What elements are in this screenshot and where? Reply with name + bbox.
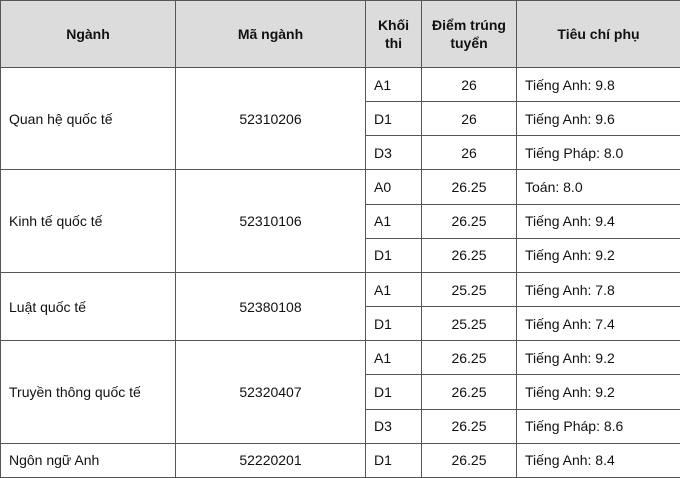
table-row bbox=[1, 341, 680, 375]
admission-score-cell: 26 bbox=[422, 68, 517, 102]
admission-score-cell: 26.25 bbox=[422, 204, 517, 238]
header-criteria: Tiêu chí phụ bbox=[517, 1, 680, 68]
admission-score-cell: 25.25 bbox=[422, 272, 517, 306]
major-code-cell: 52310206 bbox=[176, 68, 366, 170]
admission-score-cell: 26 bbox=[422, 102, 517, 136]
secondary-criteria-cell: Tiếng Anh: 7.8 bbox=[517, 272, 680, 306]
secondary-criteria-cell: Toán: 8.0 bbox=[517, 170, 680, 204]
exam-block-cell: A1 bbox=[366, 272, 422, 306]
major-name-cell: Kinh tế quốc tế bbox=[1, 170, 176, 272]
admission-score-cell: 26.25 bbox=[422, 341, 517, 375]
header-major: Ngành bbox=[1, 1, 176, 68]
admission-score-cell: 26.25 bbox=[422, 238, 517, 272]
admission-score-cell: 25.25 bbox=[422, 307, 517, 341]
major-name-cell: Truyền thông quốc tế bbox=[1, 341, 176, 443]
table-row bbox=[1, 443, 680, 477]
exam-block-cell: D1 bbox=[366, 102, 422, 136]
admission-score-cell: 26.25 bbox=[422, 409, 517, 443]
table-row bbox=[1, 68, 680, 102]
major-code-cell: 52380108 bbox=[176, 272, 366, 340]
header-row bbox=[1, 1, 680, 68]
exam-block-cell: D1 bbox=[366, 238, 422, 272]
table-row bbox=[1, 272, 680, 306]
table-body bbox=[1, 68, 680, 478]
secondary-criteria-cell: Tiếng Anh: 9.8 bbox=[517, 68, 680, 102]
secondary-criteria-cell: Tiếng Pháp: 8.6 bbox=[517, 409, 680, 443]
secondary-criteria-cell: Tiếng Anh: 7.4 bbox=[517, 307, 680, 341]
exam-block-cell: A1 bbox=[366, 341, 422, 375]
major-code-cell: 52220201 bbox=[176, 443, 366, 477]
admission-score-cell: 26.25 bbox=[422, 375, 517, 409]
exam-block-cell: D3 bbox=[366, 136, 422, 170]
secondary-criteria-cell: Tiếng Anh: 9.2 bbox=[517, 341, 680, 375]
header-score: Điểm trúng tuyển bbox=[422, 1, 517, 68]
exam-block-cell: A0 bbox=[366, 170, 422, 204]
table-row bbox=[1, 170, 680, 204]
admission-score-cell: 26.25 bbox=[422, 170, 517, 204]
secondary-criteria-cell: Tiếng Anh: 9.6 bbox=[517, 102, 680, 136]
major-code-cell: 52310106 bbox=[176, 170, 366, 272]
major-name-cell: Quan hệ quốc tế bbox=[1, 68, 176, 170]
secondary-criteria-cell: Tiếng Anh: 8.4 bbox=[517, 443, 680, 477]
major-name-cell: Ngôn ngữ Anh bbox=[1, 443, 176, 477]
exam-block-cell: A1 bbox=[366, 204, 422, 238]
secondary-criteria-cell: Tiếng Anh: 9.2 bbox=[517, 375, 680, 409]
exam-block-cell: D1 bbox=[366, 375, 422, 409]
exam-block-cell: D1 bbox=[366, 443, 422, 477]
admission-score-cell: 26 bbox=[422, 136, 517, 170]
secondary-criteria-cell: Tiếng Anh: 9.2 bbox=[517, 238, 680, 272]
secondary-criteria-cell: Tiếng Pháp: 8.0 bbox=[517, 136, 680, 170]
admission-score-cell: 26.25 bbox=[422, 443, 517, 477]
exam-block-cell: A1 bbox=[366, 68, 422, 102]
major-name-cell: Luật quốc tế bbox=[1, 272, 176, 340]
header-code: Mã ngành bbox=[176, 1, 366, 68]
exam-block-cell: D1 bbox=[366, 307, 422, 341]
table-header bbox=[1, 1, 680, 68]
header-block: Khối thi bbox=[366, 1, 422, 68]
exam-block-cell: D3 bbox=[366, 409, 422, 443]
secondary-criteria-cell: Tiếng Anh: 9.4 bbox=[517, 204, 680, 238]
major-code-cell: 52320407 bbox=[176, 341, 366, 443]
